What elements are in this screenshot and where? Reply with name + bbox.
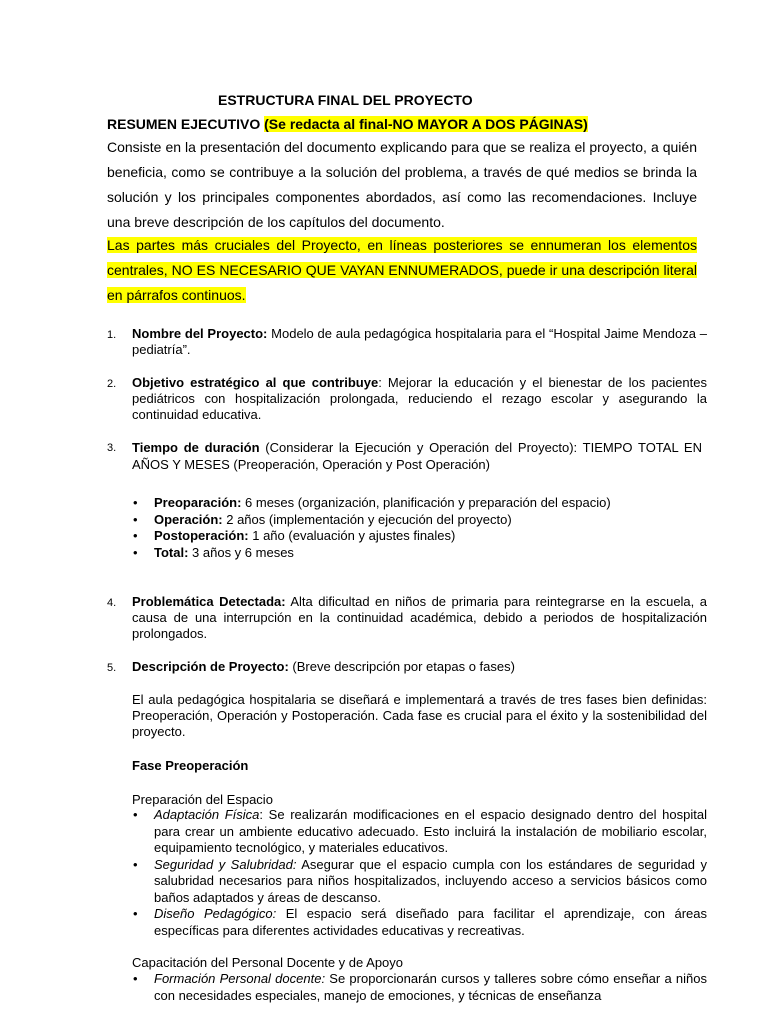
item-number: 4. xyxy=(107,597,117,609)
space-list xyxy=(132,807,707,939)
item-text: (Considerar la Ejecución y Operación del Proyecto): TIEMPO TOTAL EN AÑOS Y MESES (Preoperación, Operación y Post Operación) xyxy=(132,440,702,472)
intro-paragraph: Consiste en la presentación del documento explicando para que se realiza el proyecto, a quién beneficia, como se contribuye a la solución del problema, a través de qué medios se brinda la solución y los principales componentes abordados, así como las recomendaciones. Incluye una breve descripción de los capítulos del documento. xyxy=(107,139,697,230)
list-item: • Seguridad y Salubridad: Asegurar que el espacio cumpla con los estándares de seguridad y salubridad necesarios para niños hospitalizados, incluyendo acceso a servicios básicos como baños adaptados y áreas de descanso. xyxy=(132,857,707,907)
item-text: Modelo de aula pedagógica hospitalaria para el “Hospital Jaime Mendoza – pediatría”. xyxy=(132,326,707,357)
list-item: • Preoparación: 6 meses (organización, planificación y preparación del espacio) xyxy=(132,495,707,512)
item-label: Tiempo de duración xyxy=(132,440,260,455)
item-label: Descripción de Proyecto: xyxy=(132,659,289,674)
item-project-name xyxy=(132,326,707,358)
item-text: (Breve descripción por etapas o fases) xyxy=(288,659,515,674)
item-duration xyxy=(132,439,702,473)
highlight-paragraph xyxy=(107,233,697,308)
item-label: Nombre del Proyecto: xyxy=(132,326,268,341)
resumen-note: (Se redacta al final-NO MAYOR A DOS PÁGINAS) xyxy=(264,116,588,132)
highlight-note: Las partes más cruciales del Proyecto, en líneas posteriores se ennumeran los elementos centrales, NO ES NECESARIO QUE VAYAN ENNUMERADOS, puede ir una descripción literal en párrafos continuos. xyxy=(107,237,697,303)
item-number: 3. xyxy=(107,442,117,454)
item-label: Problemática Detectada: xyxy=(132,594,286,609)
list-item: • Total: 3 años y 6 meses xyxy=(132,545,707,562)
item-number: 2. xyxy=(107,378,117,390)
item-number: 5. xyxy=(107,662,117,674)
item-label: Objetivo estratégico al que contribuye xyxy=(132,375,379,390)
list-item: • Adaptación Física: Se realizarán modificaciones en el espacio designado dentro del hospital para crear un ambiente educativo adecuado. Esto incluirá la instalación de mobiliario escolar, equipamiento tecnológico, y materiales educativos. xyxy=(132,807,707,857)
resumen-heading xyxy=(107,116,588,132)
resumen-label: RESUMEN EJECUTIVO xyxy=(107,116,261,132)
item-description xyxy=(132,659,707,675)
description-paragraph: El aula pedagógica hospitalaria se diseñará e implementará a través de tres fases bien definidas: Preoperación, Operación y Postoperación. Cada fase es crucial para el éxito y la sostenibilidad del proyecto. xyxy=(132,692,707,739)
document-title: ESTRUCTURA FINAL DEL PROYECTO xyxy=(218,92,473,108)
duration-list xyxy=(132,495,707,561)
item-number: 1. xyxy=(107,329,117,341)
phase-title: Fase Preoperación xyxy=(132,758,249,773)
item-problem xyxy=(132,594,707,642)
list-item: • Formación Personal docente: Se proporcionarán cursos y talleres sobre cómo enseñar a niños con necesidades especiales, manejo de emociones, y técnicas de enseñanza xyxy=(132,971,707,1004)
item-objective xyxy=(132,375,707,423)
item-text: : Mejorar la educación y el bienestar de los pacientes pediátricos con hospitalización prolongada, reduciendo el rezago escolar y asegurando la continuidad educativa. xyxy=(132,375,707,422)
list-item: • Operación: 2 años (implementación y ejecución del proyecto) xyxy=(132,512,707,529)
list-item: • Diseño Pedagógico: El espacio será diseñado para facilitar el aprendizaje, con áreas específicas para diferentes actividades educativas y recreativas. xyxy=(132,906,707,939)
item-text: Alta dificultad en niños de primaria para reintegrarse en la escuela, a causa de una interrupción en la continuidad académica, debido a periodos de hospitalización prolongados. xyxy=(132,594,707,641)
space-title: Preparación del Espacio xyxy=(132,792,273,807)
staff-list xyxy=(132,971,707,1004)
staff-title: Capacitación del Personal Docente y de Apoyo xyxy=(132,955,404,970)
list-item: • Postoperación: 1 año (evaluación y ajustes finales) xyxy=(132,528,707,545)
